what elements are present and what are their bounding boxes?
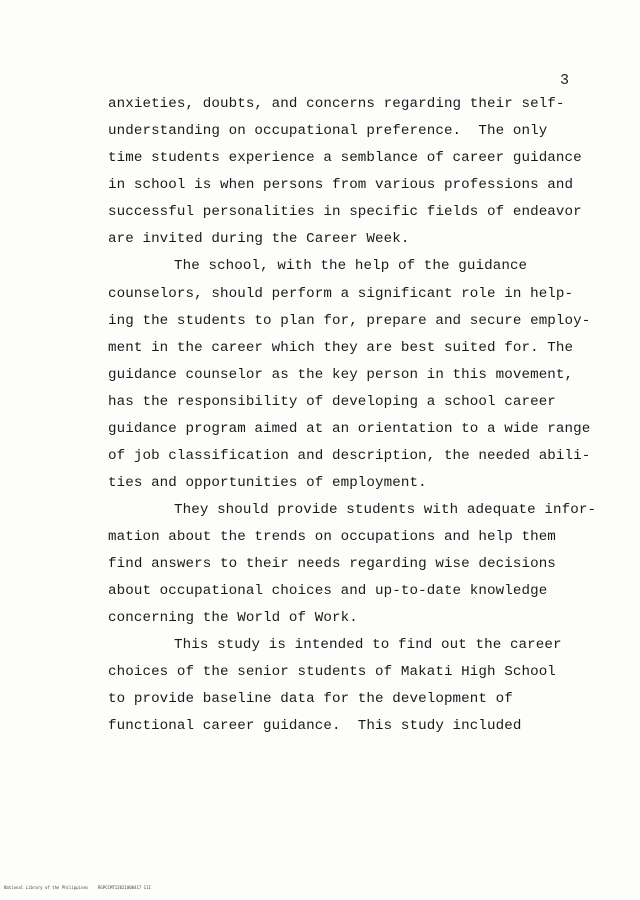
- text-line: The school, with the help of the guidance: [174, 258, 528, 274]
- text-line: of job classification and description, the needed abili-: [108, 448, 591, 464]
- text-line: time students experience a semblance of career guidance: [108, 150, 582, 166]
- text-line: ties and opportunities of employment.: [108, 475, 427, 491]
- text-line: are invited during the Career Week.: [108, 231, 410, 247]
- text-line: understanding on occupational preference. The only: [108, 123, 548, 139]
- text-line: find answers to their needs regarding wise decisions: [108, 556, 556, 572]
- text-line: successful personalities in specific fields of endeavor: [108, 204, 582, 220]
- text-line: about occupational choices and up-to-date knowledge: [108, 583, 548, 599]
- text-line: This study is intended to find out the career: [174, 637, 562, 653]
- scan-footer: National Library of the Philippines RGPCCMT12021000417 11I: [4, 885, 151, 890]
- text-line: ment in the career which they are best suited for. The: [108, 340, 574, 356]
- text-line: in school is when persons from various professions and: [108, 177, 574, 193]
- text-line: counselors, should perform a significant role in help-: [108, 286, 574, 302]
- text-line: anxieties, doubts, and concerns regarding their self-: [108, 96, 565, 112]
- text-line: mation about the trends on occupations and help them: [108, 529, 556, 545]
- page-number: 3: [560, 72, 570, 89]
- text-line: choices of the senior students of Makati High School: [108, 664, 556, 680]
- text-line: guidance counselor as the key person in this movement,: [108, 367, 574, 383]
- text-line: functional career guidance. This study included: [108, 718, 522, 734]
- text-line: guidance program aimed at an orientation to a wide range: [108, 421, 591, 437]
- text-line: They should provide students with adequate infor-: [174, 502, 597, 518]
- text-line: concerning the World of Work.: [108, 610, 358, 626]
- text-line: has the responsibility of developing a school career: [108, 394, 556, 410]
- text-line: ing the students to plan for, prepare and secure employ-: [108, 313, 591, 329]
- text-line: to provide baseline data for the development of: [108, 691, 513, 707]
